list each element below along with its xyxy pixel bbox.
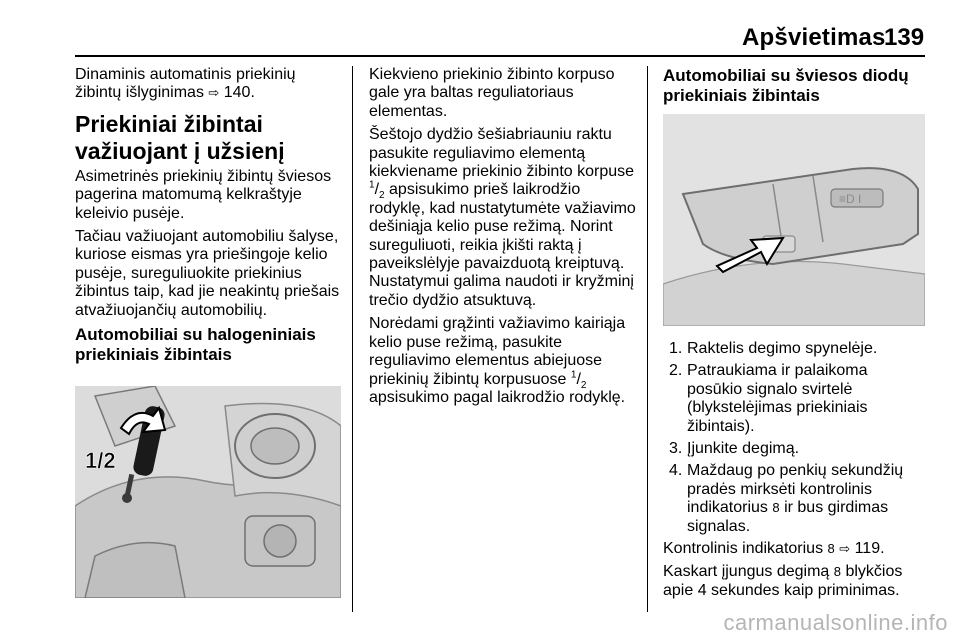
watermark: carmanualsonline.info (723, 610, 948, 635)
list-item: 1. Raktelis degimo spynelėje. (669, 340, 878, 357)
column-3-body (663, 340, 925, 605)
headlamp-adjuster-illustration (75, 386, 341, 598)
page-ref-link[interactable]: 140. (223, 84, 255, 102)
paragraph: Kontrolinis indikatorius 8 ⇨ 119. (663, 540, 885, 558)
intro-paragraph: Dinaminis automatinis priekinių žibintų išlyginimas ⇨ 140. (75, 66, 296, 102)
header-rule (75, 55, 925, 57)
figure-label: 1/2 (85, 448, 116, 473)
page-ref-link[interactable]: 119. (854, 540, 885, 558)
list-item: 2. Patraukiama ir palaikoma posūkio signalo svirtelė (blykstelėjimas priekiniais žibintais). (669, 362, 868, 435)
section-heading: Priekiniai žibintai važiuojant į užsienį (75, 110, 285, 164)
column-1 (75, 66, 341, 373)
paragraph: Norėdami grąžinti važiavimo kairiąja kelio puse režimą, pasukite reguliavimo elementus abiejuose priekinių žibintų korpusuose $^1/_2$ apsisukimo pagal laikrodžio rodyklę. (369, 315, 626, 406)
paragraph: Tačiau važiuojant automobiliu šalyse, kuriose eismas yra priešingoje kelio pusėje, sureguliuokite priekinius žibintus taip, kad jie neakintų priešais atvažiuojančių automobilių. (75, 228, 340, 319)
page-number: 139 (884, 24, 925, 51)
page-ref-arrow-icon: ⇨ (208, 85, 220, 101)
list-item: 4. Maždaug po penkių sekundžių pradės mirksėti kontrolinis indikatorius 8 ir bus girdimas signalas. (669, 462, 904, 535)
column-2 (369, 66, 637, 412)
fraction: $^1/_2$ (570, 369, 587, 391)
turn-signal-lever-illustration (663, 114, 925, 326)
column-3-heading-area (663, 66, 925, 114)
list-item: 3. Įjunkite degimą. (669, 440, 800, 458)
paragraph: Kiekvieno priekinio žibinto korpuso gale yra baltas reguliatoriaus elementas. (369, 66, 615, 120)
subsection-heading: Automobiliai su halogeniniais priekiniais žibintais (75, 325, 316, 365)
indicator-icon: 8 (827, 541, 835, 557)
page-ref-arrow-icon: ⇨ (839, 541, 851, 557)
fraction: $^1/_2$ (369, 180, 385, 202)
svg-text:≡D I: ≡D I (839, 192, 862, 206)
column-divider-left (352, 66, 353, 612)
chapter-title: Apšvietimas (742, 24, 886, 51)
turn-signal-lever-figure (663, 114, 925, 326)
paragraph: Kaskart įjungus degimą 8 blykčios apie 4 sekundes kaip priminimas. (663, 563, 903, 599)
steps-list (663, 340, 925, 536)
column-divider-right (647, 66, 648, 612)
subsection-heading: Automobiliai su šviesos diodų priekiniais žibintais (663, 66, 909, 105)
indicator-icon: 8 (772, 500, 780, 516)
paragraph: Šeštojo dydžio šešiabriauniu raktu pasukite reguliavimo elementą kiekviename priekinio žibinto korpuse $^1/_2$ apsisukimo prieš laikrodžio rodyklę, kad nustatytumėte važiavimo dešiniąja kelio puse režimą. Norint sureguliuoti, reikia įkišti raktą į paveikslėlyje pavaizduotą kreiptuvą. Nustatymui galima naudoti ir kryžminį trečio dydžio atsuktuvą. (369, 126, 636, 309)
paragraph: Asimetrinės priekinių žibintų šviesos pagerina matomumą kelkraštyje keleivio pusėje. (75, 167, 332, 222)
indicator-icon: 8 (833, 564, 841, 580)
halogen-headlamp-figure (75, 386, 341, 598)
